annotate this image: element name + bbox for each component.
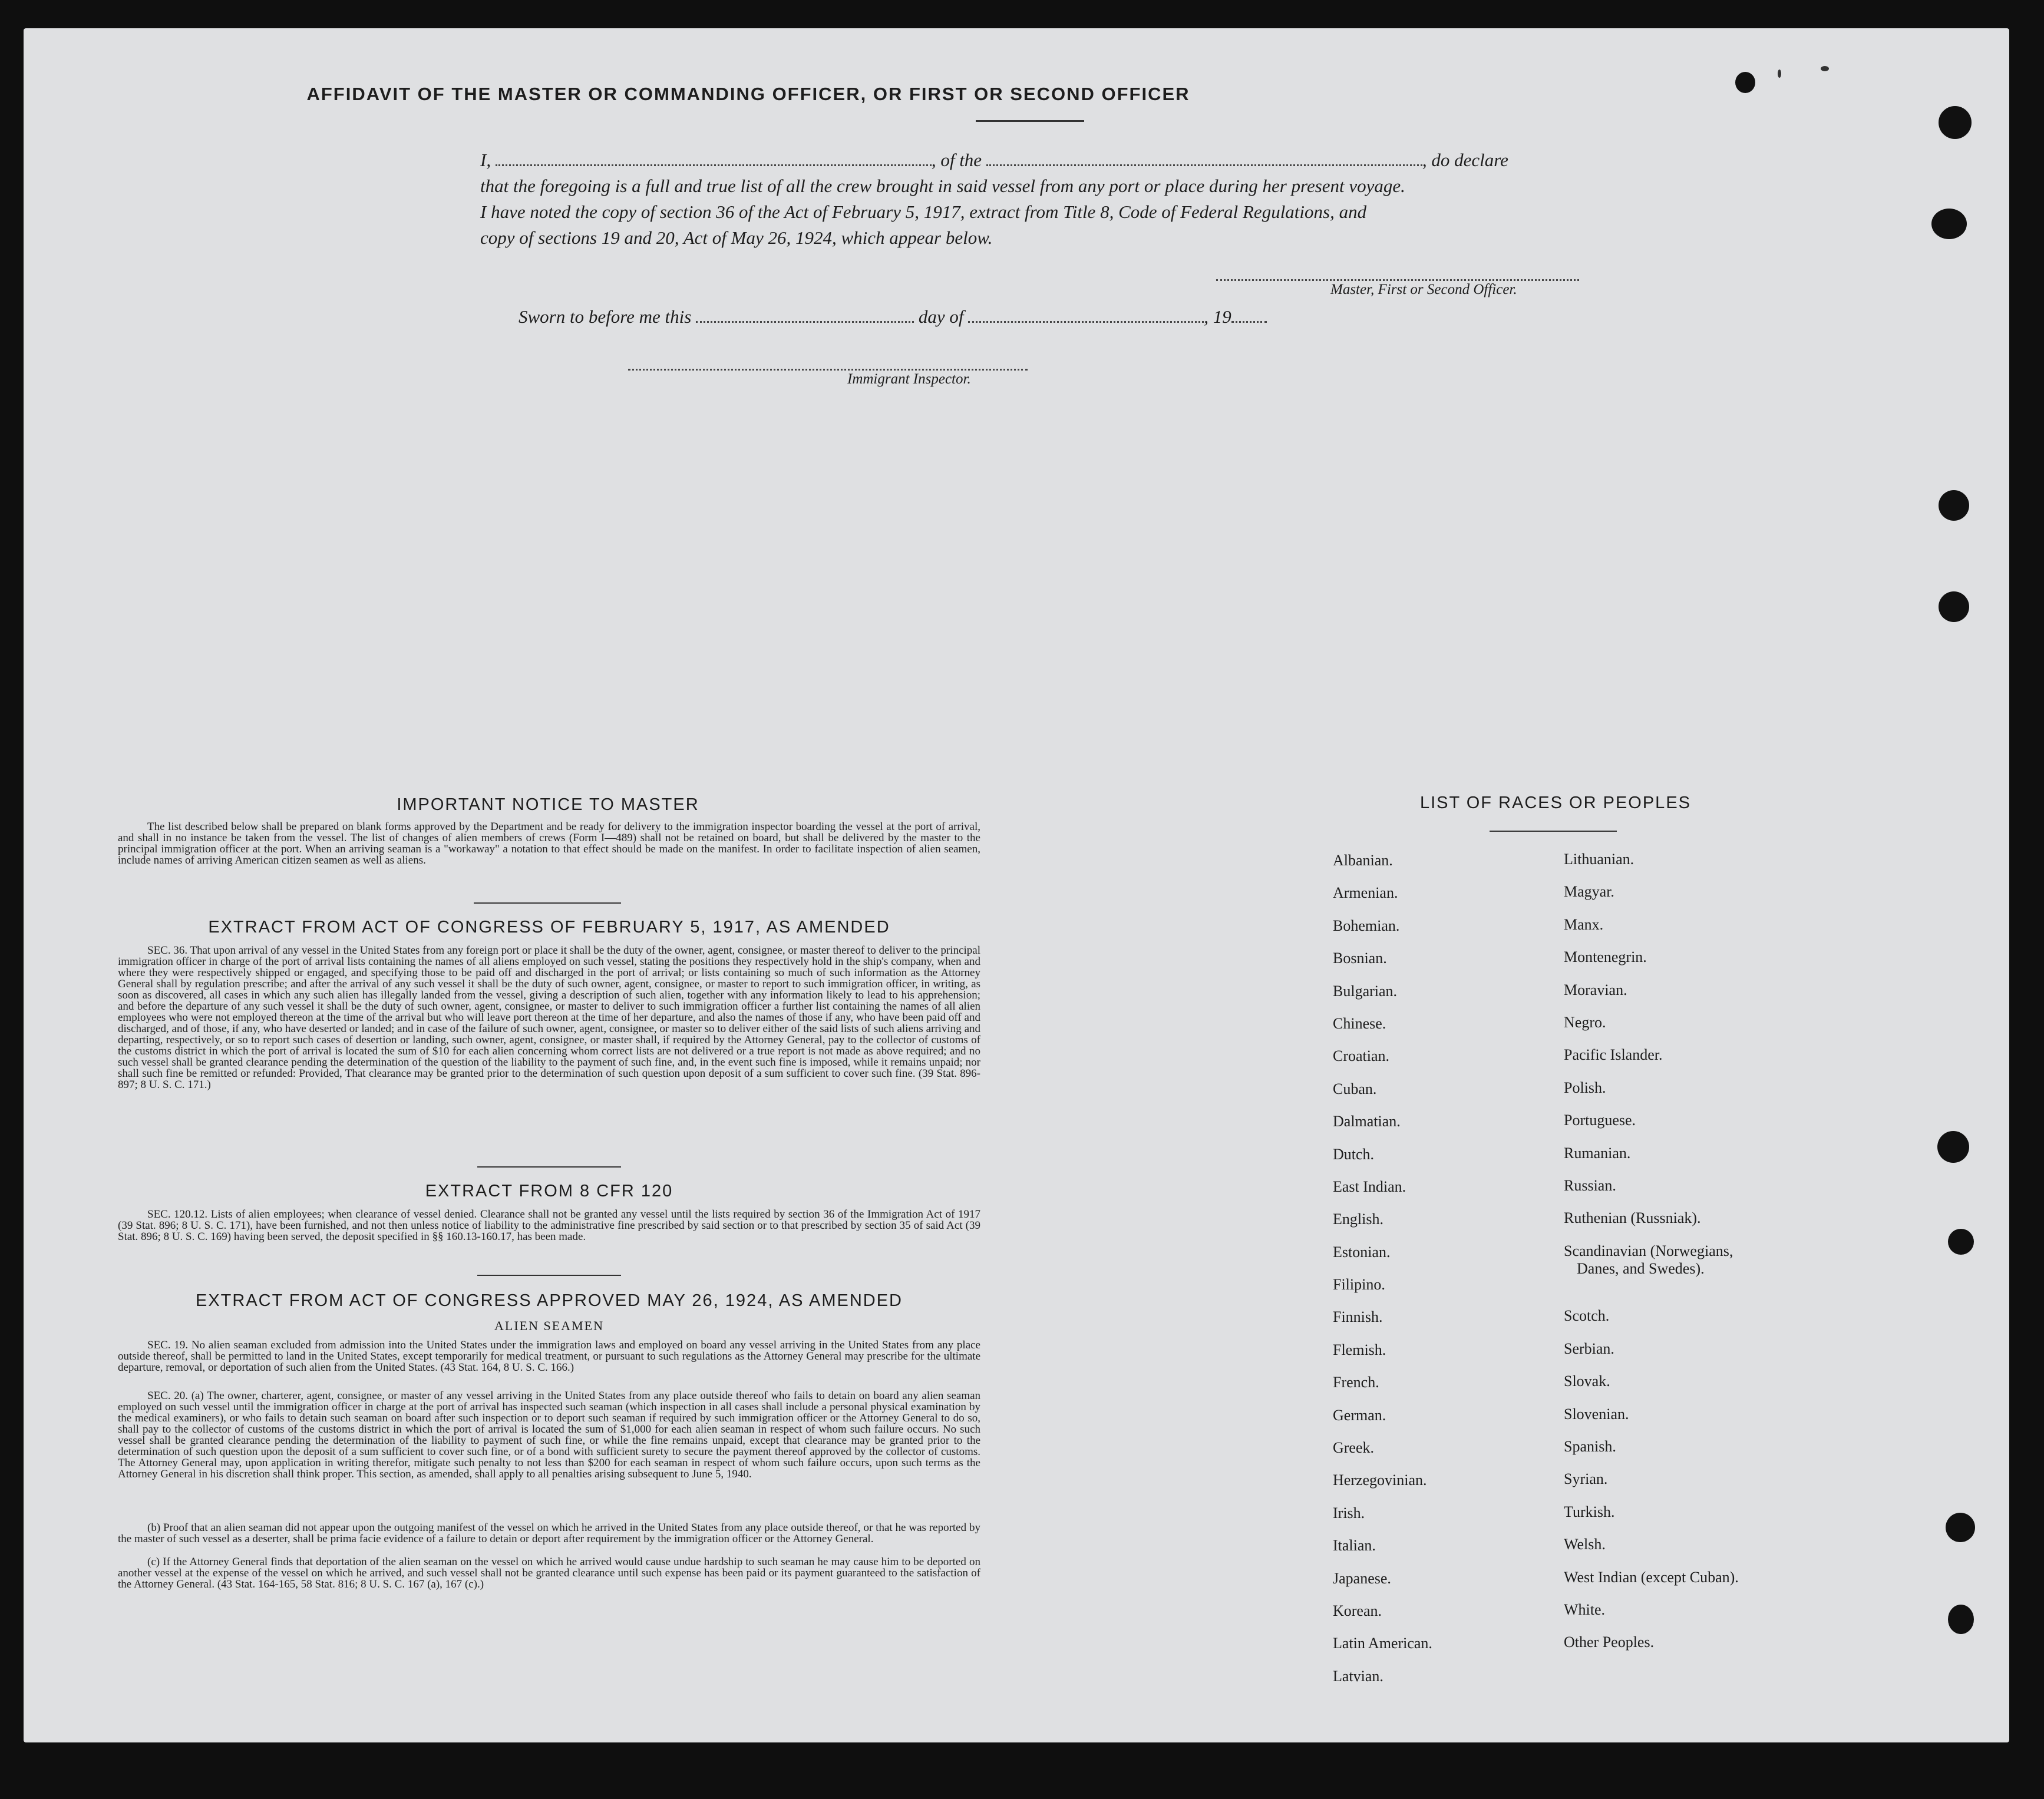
race-item: Other Peoples. <box>1564 1633 1655 1651</box>
races-left-column <box>1333 852 1432 1700</box>
sworn-year-blank[interactable] <box>1231 309 1267 323</box>
punch-hole <box>1937 1131 1969 1163</box>
punch-hole <box>1939 591 1969 622</box>
declaration-line-2: that the foregoing is a full and true list of all the crew brought in said vessel from any port or place during her present voyage. <box>480 176 1405 196</box>
extract-1924-sec20c: (c) If the Attorney General finds that deportation of the alien seaman on the vessel on which he arrived would cause undue hardship to such seaman he may cause him to be deported on another vessel at the expense of the vessel on which he arrived, and such vessel shall not be granted clearance until such expense has been paid or its payment guaranteed to the satisfaction of the Attorney General. (43 Stat. 164-165, 58 Stat. 816; 8 U. S. C. 167 (a), 167 (c).) <box>118 1556 980 1590</box>
master-caption: Master, First or Second Officer. <box>1330 282 1517 297</box>
race-item: West Indian (except Cuban). <box>1564 1568 1739 1586</box>
master-signature-line[interactable] <box>1216 279 1579 281</box>
race-item: Flemish. <box>1333 1341 1386 1358</box>
punch-hole <box>1931 209 1967 239</box>
title-divider <box>976 120 1084 122</box>
race-item: Manx. <box>1564 915 1604 933</box>
race-item: Magyar. <box>1564 883 1614 901</box>
notice-title: IMPORTANT NOTICE TO MASTER <box>397 795 699 814</box>
race-item: Croatian. <box>1333 1047 1390 1065</box>
extract-cfr-text: SEC. 120.12. Lists of alien employees; when clearance of vessel denied. Clearance shall not be granted any vessel until the lists required by section 36 of the Immigration Act of 1917 (39 Stat. 896; 8 U. S. C. 171), have been furnished, and not then unless notice of liability to the administrative fine prescribed by said section or to that prescribed by section 35 of said Act (39 Stat. 896; 8 U. S. C. 169) having been served, the deposit specified in §§ 160.13-160.17, has been made. <box>118 1208 980 1243</box>
race-item: Dalmatian. <box>1333 1113 1401 1130</box>
race-item: Latvian. <box>1333 1667 1383 1685</box>
race-item: Korean. <box>1333 1602 1382 1619</box>
race-item: Ruthenian (Russniak). <box>1564 1209 1701 1227</box>
race-item: Welsh. <box>1564 1536 1606 1553</box>
ink-speck <box>1778 70 1781 78</box>
race-item: Slovak. <box>1564 1373 1610 1390</box>
declaration-block <box>480 147 1582 251</box>
extract-cfr-divider <box>477 1275 621 1276</box>
race-item: Pacific Islander. <box>1564 1046 1663 1064</box>
notice-divider <box>474 902 621 904</box>
punch-hole <box>1946 1513 1975 1542</box>
race-item: Filipino. <box>1333 1276 1385 1294</box>
race-item: Scandinavian (Norwegians, <box>1564 1242 1733 1259</box>
race-item: Cuban. <box>1333 1080 1377 1097</box>
notice-text: The list described below shall be prepared on blank forms approved by the Department and be ready for delivery to the immigration inspector boarding the vessel at the port of arrival, and shall in no instance be taken from the vessel. The list of changes of alien members of crews (Form I—489) shall not be retained on board, but shall be delivered by the master to the principal immigration officer at the port. When an arriving seaman is a "workaway" a notation to that effect should be made on the manifest. In order to facilitate inspection of alien seamen, include names of arriving American citizen seamen as well as aliens. <box>118 821 980 867</box>
declaration-line-1: I, , of the , do declare <box>480 150 1508 170</box>
race-item: Turkish. <box>1564 1503 1615 1520</box>
race-item: Spanish. <box>1564 1438 1616 1456</box>
race-item: Estonian. <box>1333 1243 1391 1261</box>
sworn-line: Sworn to before me this day of , 19 <box>519 306 1267 328</box>
punch-hole <box>1948 1229 1974 1255</box>
race-item: Armenian. <box>1333 884 1398 902</box>
race-item: Russian. <box>1564 1176 1616 1194</box>
race-item: Slovenian. <box>1564 1405 1629 1423</box>
extract-1924-sec19: SEC. 19. No alien seaman excluded from admission into the United States under the immigration laws and employed on board any vessel arriving in the United States from any place outside thereof, shall be permitted to land in the United States, except temporarily for medical treatment, or pursuant to such regulations as the Attorney General may prescribe for the ultimate departure, removal, or deportation of such alien from the United States. (43 Stat. 164, 8 U. S. C. 166.) <box>118 1339 980 1374</box>
punch-hole <box>1735 72 1755 93</box>
extract-1924-subtitle: ALIEN SEAMEN <box>494 1318 604 1333</box>
name-blank[interactable] <box>496 153 932 166</box>
affidavit-title: AFFIDAVIT OF THE MASTER OR COMMANDING OFFICER, OR FIRST OR SECOND OFFICER <box>306 84 1190 104</box>
races-divider <box>1490 831 1617 832</box>
race-item: Montenegrin. <box>1564 948 1647 966</box>
race-item: Finnish. <box>1333 1308 1383 1326</box>
race-item: Syrian. <box>1564 1470 1608 1488</box>
race-item: Japanese. <box>1333 1569 1391 1587</box>
extract-1917-title: EXTRACT FROM ACT OF CONGRESS OF FEBRUARY 5, 1917, AS AMENDED <box>208 918 890 937</box>
punch-hole <box>1948 1605 1974 1634</box>
declaration-line-3: I have noted the copy of section 36 of the Act of February 5, 1917, extract from Title 8, Code of Federal Regulations, and <box>480 201 1367 222</box>
extract-1924-sec20b: (b) Proof that an alien seaman did not appear upon the outgoing manifest of the vessel on which he arrived in the United States from any place outside thereof, or that he was reported by the master of such vessel as a deserter, shall be prima facie evidence of a failure to detain or deport after requirement by the immigration officer or the Attorney General. <box>118 1522 980 1545</box>
races-right-column <box>1564 851 1739 1666</box>
race-item: Portuguese. <box>1564 1112 1636 1129</box>
race-item: Italian. <box>1333 1537 1376 1555</box>
race-item: Polish. <box>1564 1079 1606 1096</box>
race-item: Scotch. <box>1564 1307 1610 1325</box>
race-item: White. <box>1564 1601 1606 1618</box>
extract-1917-text: SEC. 36. That upon arrival of any vessel in the United States from any foreign port or place it shall be the duty of the owner, agent, consignee, or master thereof to deliver to the principal immigration officer in charge of the port of arrival lists containing the names of all aliens employed on such vessel, stating the positions they respectively hold in the ship's company, when and where they were respectively shipped or engaged, and specifying those to be paid off and discharged in the port of arrival; or lists containing so much of such information as the Attorney General shall by regulation prescribe; and after the arrival of any such vessel it shall be the duty of such owner, agent, consignee, or master to report to such immigration officer, in writing, as soon as discovered, all cases in which any such alien has illegally landed from the vessel, giving a description of such alien, together with any information likely to lead to his apprehension; and before the departure of any such vessel it shall be the duty of such owner, agent, consignee, or master to deliver to such immigration officer a further list containing the names of all alien employees who were not employed thereon at the time of the arrival but who will leave port thereon at the time of her departure, and also the names of those if any, who have been paid off and discharged, and of those, if any, who have deserted or landed; and in case of the failure of such owner, agent, consignee, or master so to deliver either of the said lists of such aliens arriving and departing, respectively, or so to report such cases of desertion or landing, such owner, agent, consignee, or master shall, if required by the Attorney General, pay to the collector of customs of the customs district in which the port of arrival is located the sum of $10 for each alien concerning whom correct lists are not delivered or a true report is not made as above required; and no such vessel shall be granted clearance pending the determination of the question of the liability to the payment of such fine, and, in the event such fine is imposed, while it remains unpaid; nor shall such fine be remitted or refunded: Provided, That clearance may be granted prior to the determination of such question upon deposit of a sum sufficient to cover such fine. (39 Stat. 896-897; 8 U. S. C. 171.) <box>118 944 980 1091</box>
race-item: Chinese. <box>1333 1014 1386 1032</box>
race-item: Herzegovinian. <box>1333 1471 1427 1489</box>
declaration-line-4: copy of sections 19 and 20, Act of May 26, 1924, which appear below. <box>480 227 993 248</box>
extract-cfr-title: EXTRACT FROM 8 CFR 120 <box>425 1182 673 1201</box>
race-item: Bohemian. <box>1333 917 1400 934</box>
ink-speck <box>1821 66 1829 71</box>
punch-hole <box>1939 490 1969 521</box>
inspector-signature-line[interactable] <box>628 369 1028 371</box>
race-item: Dutch. <box>1333 1145 1375 1163</box>
race-item: German. <box>1333 1406 1386 1424</box>
race-item: Moravian. <box>1564 981 1627 998</box>
race-item: Albanian. <box>1333 852 1393 869</box>
race-item: Rumanian. <box>1564 1144 1631 1162</box>
extract-1924-sec20a: SEC. 20. (a) The owner, charterer, agent, consignee, or master of any vessel arriving in the United States from any place outside thereof who fails to detain on board any alien seaman employed on such vessel until the immigration officer in charge at the port of arrival has inspected such seaman (which inspection in all cases shall include a personal physical examination by the medical examiners), or who fails to detain such seaman on board after such inspection or to deport such seaman if required by such immigration officer or the Attorney General to do so, shall pay to the collector of customs of the customs district in which the port of arrival is located the sum of $1,000 for each alien seaman in respect of whom such failure occurs. No such vessel shall be granted clearance pending the determination of the liability to payment of such fine, or while the fine remains unpaid, except that clearance may be granted prior to the determination of such question upon the deposit of a sum sufficient to cover such fine, or of a bond with sufficient surety to secure the payment thereof approved by the collector of customs. The Attorney General may, upon application in writing therefor, mitigate such penalty to not less than $200 for each seaman in respect of whom such failure occurs, upon such terms as the Attorney General in his discretion shall think proper. This section, as amended, shall apply to all penalties arising subsequent to June 5, 1940. <box>118 1390 980 1480</box>
race-item: Greek. <box>1333 1439 1375 1457</box>
sworn-month-blank[interactable] <box>968 309 1204 323</box>
race-item: Bosnian. <box>1333 950 1387 967</box>
race-item: French. <box>1333 1374 1379 1391</box>
race-item: East Indian. <box>1333 1178 1406 1195</box>
punch-hole <box>1939 106 1972 139</box>
race-item: Lithuanian. <box>1564 851 1634 868</box>
race-item: Irish. <box>1333 1504 1365 1522</box>
race-item: English. <box>1333 1211 1383 1228</box>
sworn-day-blank[interactable] <box>696 309 914 323</box>
races-title: LIST OF RACES OR PEOPLES <box>1419 793 1692 812</box>
extract-1924-title: EXTRACT FROM ACT OF CONGRESS APPROVED MAY 26, 1924, AS AMENDED <box>196 1291 903 1310</box>
race-item: Negro. <box>1564 1013 1606 1031</box>
race-item: Bulgarian. <box>1333 982 1398 1000</box>
race-item: Danes, and Swedes). <box>1577 1259 1705 1277</box>
race-item: Latin American. <box>1333 1635 1432 1652</box>
extract-1917-divider <box>477 1166 621 1168</box>
vessel-blank[interactable] <box>986 153 1422 166</box>
race-item: Serbian. <box>1564 1340 1614 1357</box>
inspector-caption: Immigrant Inspector. <box>847 371 971 387</box>
